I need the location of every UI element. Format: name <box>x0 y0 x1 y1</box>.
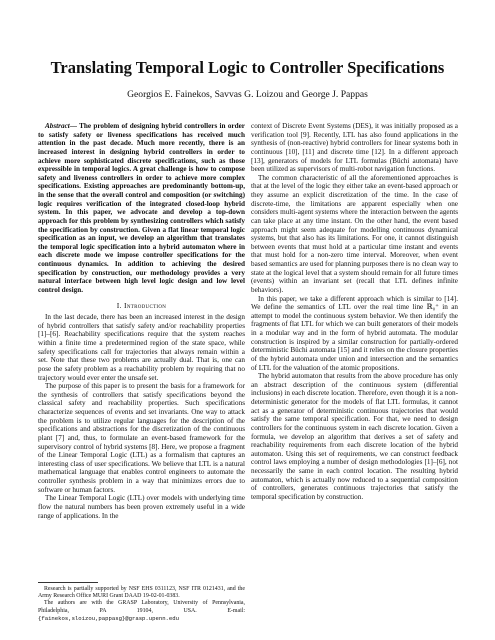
section-heading-introduction <box>38 302 245 311</box>
abstract-text: — The problem of designing hybrid controllers in order to satisfy safety or liveness specifications has received much attention in the past decade. Much more recently, there is an increased interest in designing hybrid controllers in order to achieve more sophisticated discrete specifications, such as those expressible in temporal logics. A great challenge is how to compose safety and liveness controllers in order to achieve more complex specifications. Existing approaches are predominantly bottom-up, in the sense that the overall control and composition (or switching) logic requires verification of the integrated closed-loop hybrid system. In this paper, we advocate and develop a top-down approach for this problem by synthesizing controllers which satisfy the specification by construction. Given a flat linear temporal logic specification as an input, we develop an algorithm that translates the temporal logic specification into a hybrid automaton where in each discrete mode we impose controller specifications for the continuous dynamics. In addition to achieving the desired specification by construction, our methodology provides a very natural interface between high level logic design and low level control design. <box>38 122 245 294</box>
paragraph: In the last decade, there has been an increased interest in the design of hybrid controllers that satisfy safety and/or reachability properties [1]–[6]. Reachability specifications require that the system reaches within a finite time a predetermined region of the state space, while safety specifications call for trajectories that always remain within a set. Note that these two problems are actually dual. That is, one can pose the safety problem as a reachability problem by requiring that no trajectory would ever enter the unsafe set. <box>38 313 245 382</box>
footnote <box>38 586 245 623</box>
paper-title: Translating Temporal Logic to Controller Specifications <box>50 58 445 77</box>
left-column <box>38 122 245 520</box>
paragraph: The hybrid automaton that results from the above procedure has only an abstract description of the continuous system (differential inclusions) in each discrete location. Therefore, even though it is a non-deterministic generator for the models of flat LTL formulas, it cannot act as a generator of deterministic continuous trajectories that would satisfy the same temporal specification. For that, we need to design controllers for the continuous system in each discrete location. Given a formula, we develop an algorithm that derives a set of safety and reachability requirements from each discrete location of the hybrid automaton. Using this set of requirements, we can construct feedback control laws employing a number of design methodologies [1]–[6], not necessarily the same in each control location. The resulting hybrid automaton, which is actually now reduced to a sequential composition of controllers, generates continuous trajectories that satisfy the temporal specification by construction. <box>251 372 458 501</box>
section-title: Introduction <box>123 300 167 310</box>
abstract-label: Abstract <box>45 122 70 130</box>
footnote-affiliation <box>38 600 245 623</box>
paragraph: In this paper, we take a different approach which is similar to [14]. We define the semantics of LTL over the real time line ℝ₀⁺ in an attempt to model the continuous system behavior. We then identify the fragments of flat LTL for which we can built generators of their models in a modular way and in the form of hybrid automata. The modular construction is inspired by a similar construction for partially-ordered deterministic Büchi automata [15] and it relies on the closure properties of the hybrid automata under union and intersection and the semantics of LTL for the valuation of the atomic propositions. <box>251 294 458 372</box>
paper-authors: Georgios E. Fainekos, Savvas G. Loizou and George J. Pappas <box>127 89 368 100</box>
right-column <box>251 122 458 502</box>
paragraph: The common characteristic of all the aforementioned approaches is that at the level of the logic they either take an event-based approach or they assume an explicit discretization of the time. In the case of discrete-time, the limitations are apparent especially when one considers multi-agent systems where the interaction between the agents can take place at any time instant. On the other hand, the event based approach might seem adequate for modelling continuous dynamical systems, but that also has its limitations. For one, it cannot distinguish between events that must hold at a particular time instant and events that must hold for a non-zero time interval. Moreover, when event based semantics are used for planning purposes there is no clean way to state at the logical level that a system should remain for all future times (events) within an invariant set (recall that LTL defines infinite behaviors). <box>251 173 458 294</box>
footnote-affiliation-text: The authors are with the GRASP Laboratory, University of Pennsylvania, Philadelphia, PA 19104, USA. E-mail: <box>38 600 245 614</box>
footnote-funding: Research is partially supported by NSF EHS 0311123, NSF ITR 0121431, and the Army Research Office MURI Grant DAAD 19-02-01-0383. <box>38 586 245 600</box>
footnote-rule <box>38 582 98 583</box>
section-number: I. <box>116 300 122 310</box>
footnote-emails[interactable]: {fainekos,sloizou,pappasg}@grasp.upenn.edu <box>38 614 179 622</box>
paragraph: context of Discrete Event Systems (DES), it was initially proposed as a verification tool [9]. Recently, LTL has also found applications in the synthesis of (non-reactive) hybrid controllers for linear systems both in continuous [10], [11] and discrete time [12]. In a different approach [13], generators of models for LTL formulas (Büchi automata) have been utilized as supervisors of multi-robot navigation functions. <box>251 122 458 174</box>
abstract <box>38 122 245 295</box>
paragraph: The purpose of this paper is to present the basis for a framework for the synthesis of controllers that satisfy specifications beyond the classical safety and reachability properties. Such specifications characterize sequences of events and set invariants. One way to attack the problem is to utilize regular languages for the description of the specifications and abstractions for the discretization of the continuous plant [7] and, thus, to formulate an event-based framework for the supervisory control of hybrid systems [8]. Here, we propose a fragment of the Linear Temporal Logic (LTL) as a formalism that captures an interesting class of user specifications. We believe that LTL is a natural mathematical language that enables control engineers to automate the controller synthesis problem in a way that minimizes errors due to software or human factors. <box>38 382 245 494</box>
paragraph: The Linear Temporal Logic (LTL) over models with underlying time flow the natural numbers has been proven extremely useful in a wide range of applications. In the <box>38 494 245 520</box>
